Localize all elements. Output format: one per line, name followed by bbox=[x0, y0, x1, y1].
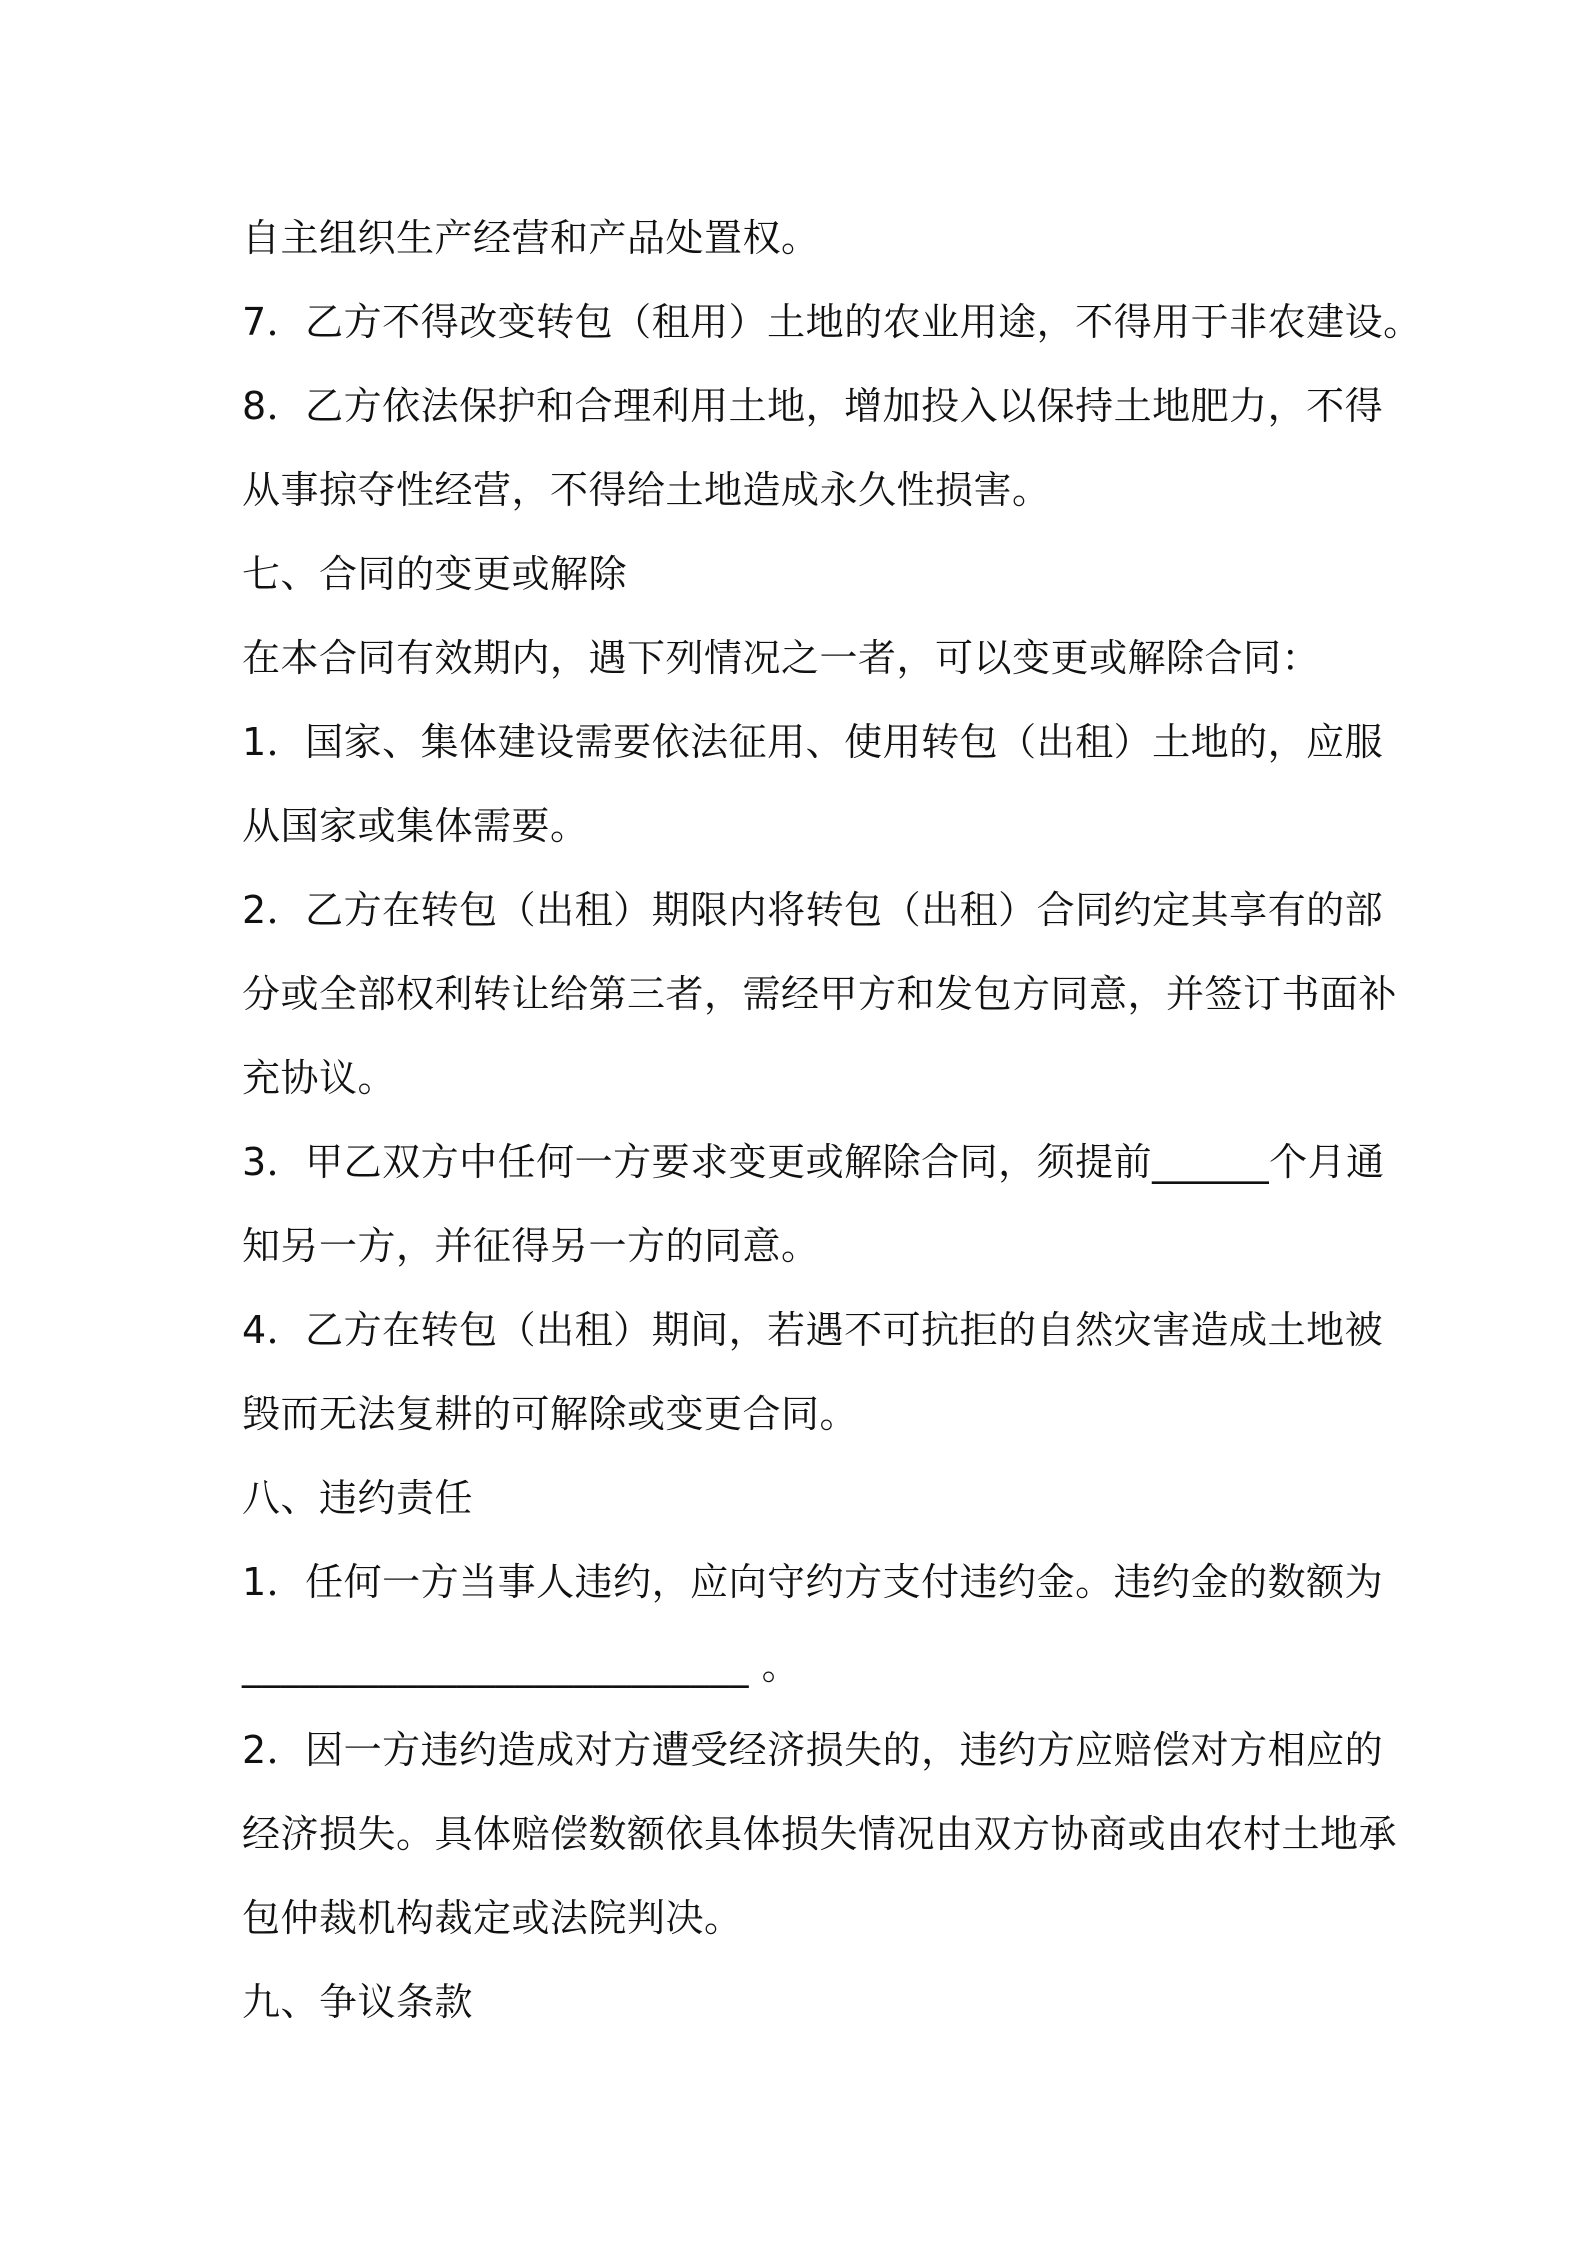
section-heading-8: 八、违约责任 bbox=[242, 1476, 474, 1520]
section-heading-7: 七、合同的变更或解除 bbox=[242, 552, 628, 596]
text-line: 充协议。 bbox=[242, 1056, 397, 1100]
document-body bbox=[242, 196, 1422, 2044]
clause-7: 7．乙方不得改变转包（租用）土地的农业用途，不得用于非农建设。 bbox=[242, 300, 1422, 344]
text-line: 毁而无法复耕的可解除或变更合同。 bbox=[242, 1392, 859, 1436]
clause-3: 3．甲乙双方中任何一方要求变更或解除合同，须提前______个月通 bbox=[242, 1140, 1385, 1184]
text-line: 分或全部权利转让给第三者，需经甲方和发包方同意，并签订书面补 bbox=[242, 972, 1398, 1016]
clause-2: 2．因一方违约造成对方遭受经济损失的，违约方应赔偿对方相应的 bbox=[242, 1728, 1384, 1772]
text-line: 从国家或集体需要。 bbox=[242, 804, 589, 848]
clause-2: 2．乙方在转包（出租）期限内将转包（出租）合同约定其享有的部 bbox=[242, 888, 1384, 932]
text-line: 在本合同有效期内，遇下列情况之一者，可以变更或解除合同： bbox=[242, 636, 1321, 680]
text-line: 从事掠夺性经营，不得给土地造成永久性损害。 bbox=[242, 468, 1051, 512]
section-heading-9: 九、争议条款 bbox=[242, 1980, 474, 2024]
text-line: 包仲裁机构裁定或法院判决。 bbox=[242, 1896, 743, 1940]
blank-line: __________________________ 。 bbox=[242, 1644, 801, 1688]
text-line: 知另一方，并征得另一方的同意。 bbox=[242, 1224, 820, 1268]
text-line: 经济损失。具体赔偿数额依具体损失情况由双方协商或由农村土地承 bbox=[242, 1812, 1398, 1856]
clause-1: 1．国家、集体建设需要依法征用、使用转包（出租）土地的，应服 bbox=[242, 720, 1384, 764]
clause-8: 8．乙方依法保护和合理利用土地，增加投入以保持土地肥力，不得 bbox=[242, 384, 1384, 428]
clause-1: 1．任何一方当事人违约，应向守约方支付违约金。违约金的数额为 bbox=[242, 1560, 1384, 1604]
text-line: 自主组织生产经营和产品处置权。 bbox=[242, 216, 820, 260]
clause-4: 4．乙方在转包（出租）期间，若遇不可抗拒的自然灾害造成土地被 bbox=[242, 1308, 1384, 1352]
